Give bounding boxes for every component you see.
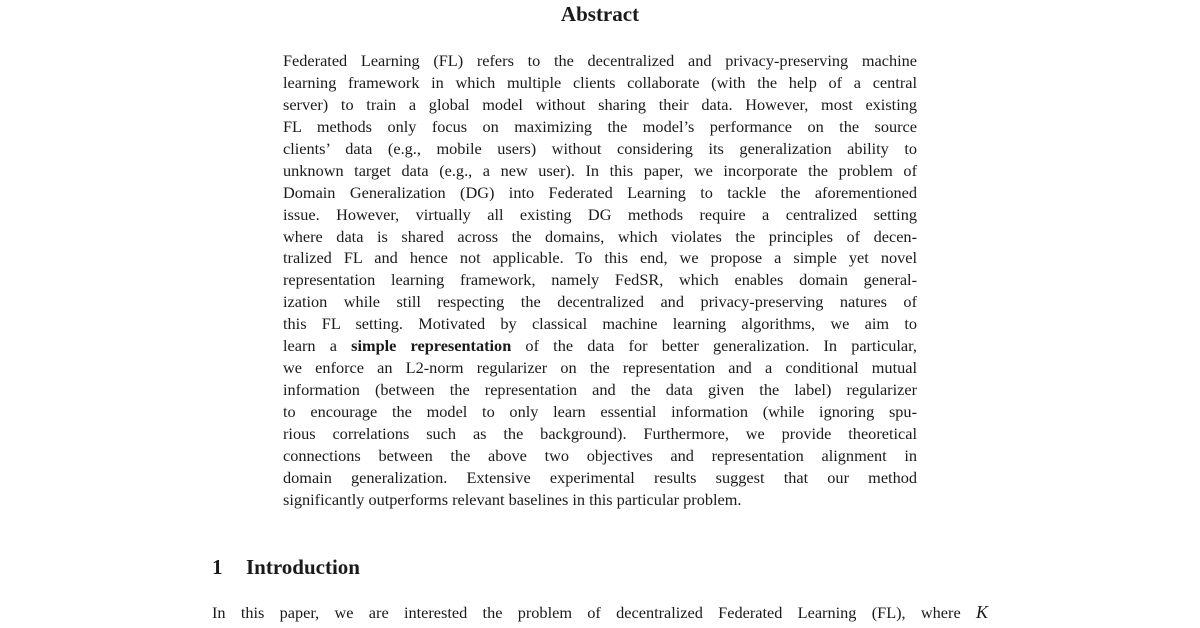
abstract-line: learning framework in which multiple clients collaborate (with the help of a central <box>283 72 917 92</box>
abstract-title: Abstract <box>560 2 640 26</box>
abstract-line: representation learning framework, namely FedSR, which enables domain general- <box>283 270 917 290</box>
abstract-line-emphasis <box>283 335 917 357</box>
abstract-line: Domain Generalization (DG) into Federated Learning to tackle the aforementioned <box>283 182 917 202</box>
abstract-line: server) to train a global model without sharing their data. However, most existing <box>283 94 917 114</box>
abstract-line: ization while still respecting the decentralized and privacy-preserving natures of <box>283 292 917 312</box>
abstract-body <box>283 50 917 511</box>
math-variable-k: K <box>975 602 988 622</box>
abstract-line: Federated Learning (FL) refers to the decentralized and privacy-preserving machine <box>283 51 917 70</box>
section-number: 1 <box>212 555 223 579</box>
abstract-line: clients’ data (e.g., mobile users) without considering its generalization ability to <box>283 138 917 158</box>
abstract-line: tralized FL and hence not applicable. To this end, we propose a simple yet novel <box>283 248 917 268</box>
section-heading-introduction <box>212 553 360 581</box>
abstract-line: unknown target data (e.g., a new user). In this paper, we incorporate the problem of <box>283 160 917 180</box>
abstract-line: domain generalization. Extensive experimental results suggest that our method <box>283 467 917 487</box>
text-run: learn a <box>283 336 352 356</box>
intro-text: In this paper, we are interested the problem of decentralized Federated Learning (FL), where <box>212 603 976 622</box>
abstract-line: to encourage the model to only learn essential information (while ignoring spu- <box>283 402 917 421</box>
emphasis-simple-representation: simple representation <box>351 336 512 356</box>
abstract-line: we enforce an L2-norm regularizer on the representation and a conditional mutual <box>283 358 917 378</box>
text-run: of the data for better generalization. In particular, <box>511 336 917 356</box>
abstract-line: FL methods only focus on maximizing the model’s performance on the source <box>283 116 917 136</box>
abstract-line: connections between the above two objectives and representation alignment in <box>283 445 917 465</box>
section-title: Introduction <box>246 555 360 579</box>
abstract-line: where data is shared across the domains, which violates the principles of decen- <box>283 226 917 246</box>
abstract-line: this FL setting. Motivated by classical machine learning algorithms, we aim to <box>283 314 917 334</box>
intro-paragraph <box>212 601 988 624</box>
abstract-line: rious correlations such as the background). Furthermore, we provide theoretical <box>283 423 917 443</box>
abstract-line: information (between the representation and the data given the label) regularizer <box>283 380 917 400</box>
abstract-line: significantly outperforms relevant baselines in this particular problem. <box>283 489 742 509</box>
abstract-line: issue. However, virtually all existing DG methods require a centralized setting <box>283 204 917 224</box>
